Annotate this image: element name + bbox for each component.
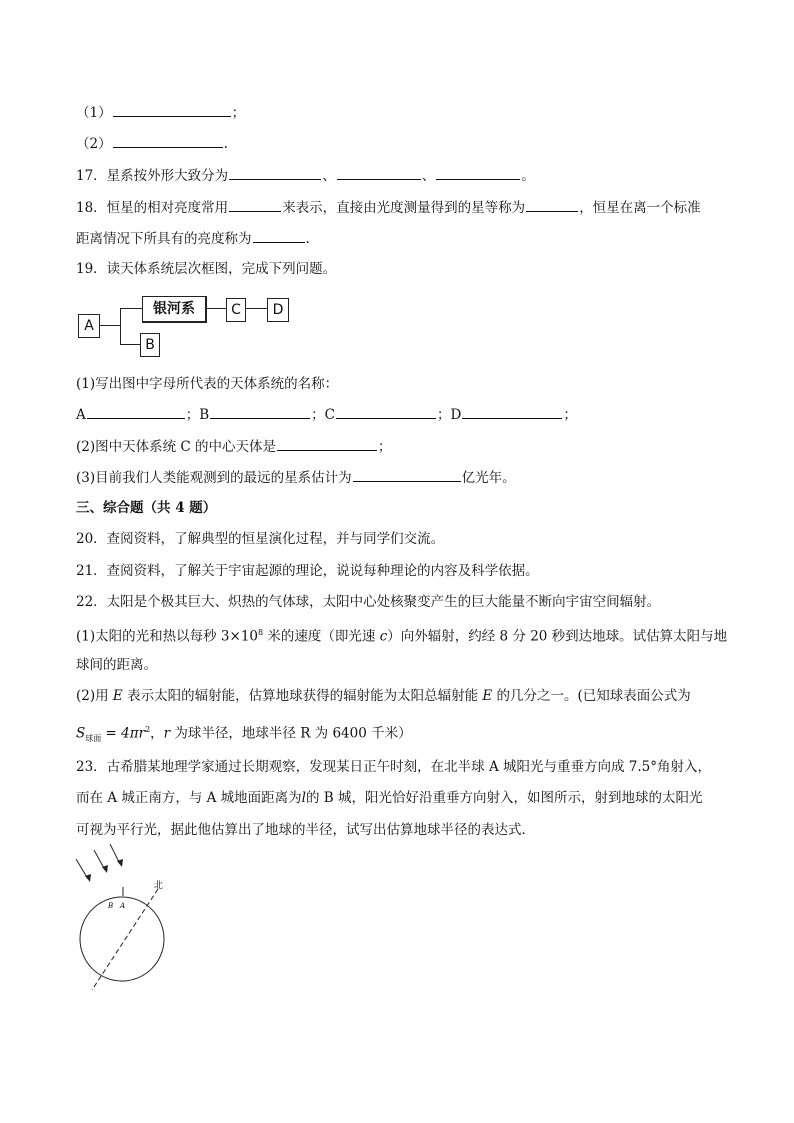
blank[interactable]	[229, 197, 281, 212]
connector	[120, 308, 121, 344]
question-22-1	[76, 623, 727, 647]
punct: ，	[150, 725, 164, 742]
section-title: 三、综合题（共 4 题）	[76, 500, 217, 516]
question-20	[76, 529, 444, 549]
blank[interactable]	[113, 133, 223, 148]
q19-text: 19．读天体系统层次框图，完成下列问题。	[76, 261, 337, 277]
question-19-2	[76, 436, 392, 457]
a-label: A	[120, 902, 126, 910]
blank[interactable]	[337, 165, 421, 180]
q23-text: 的 B 城，阳光恰好沿重垂方向射入，如图所示，射到地球的太阳光	[306, 790, 703, 806]
question-19	[76, 259, 336, 279]
question-23	[76, 757, 711, 777]
b-label: B	[108, 902, 114, 910]
variable-c: c	[379, 628, 388, 645]
question-23-cont	[76, 788, 703, 808]
section-3-heading	[76, 498, 216, 518]
variable-E: E	[482, 688, 493, 704]
blank[interactable]	[229, 165, 321, 180]
label-B: ；B	[185, 407, 210, 423]
question-22	[76, 592, 660, 612]
label-A: A	[76, 407, 86, 423]
line-1-label: （1）	[76, 105, 112, 121]
answer-line-1	[76, 102, 245, 123]
connector	[245, 308, 267, 309]
q19-2-text: (2)图中天体系统 C 的中心天体是	[76, 439, 277, 455]
question-21	[76, 561, 539, 581]
q22-3-text: 为球半径，地球半径 R 为 6400 千米）	[170, 725, 412, 742]
formula-body: = 4πr	[101, 725, 146, 742]
connector	[99, 325, 120, 326]
connector	[120, 308, 142, 309]
variable-E: E	[112, 688, 123, 704]
formula-sub: 球面	[85, 734, 102, 744]
box-C: C	[226, 298, 246, 322]
blank[interactable]	[436, 165, 520, 180]
earth-figure	[70, 842, 190, 992]
exponent: 8	[258, 628, 264, 637]
formula-exp: 2	[145, 725, 151, 734]
box-D: D	[267, 298, 289, 322]
q22-2-text: (2)用	[76, 688, 113, 704]
q22-2-text: 表示太阳的辐射能，估算地球获得的辐射能为太阳总辐射能	[122, 688, 483, 704]
question-17	[76, 165, 535, 186]
punct: ；	[378, 439, 392, 455]
punct: ；	[563, 407, 577, 423]
q19-1-text: (1)写出图中字母所代表的天体系统的名称：	[76, 376, 339, 392]
variable-r: r	[163, 725, 171, 742]
punct: ；	[231, 105, 246, 121]
q23-text: 可视为平行光，据此他估算出了地球的半径，试写出估算地球半径的表达式．	[76, 822, 535, 838]
punct: 、	[322, 168, 336, 184]
blank[interactable]	[353, 467, 461, 482]
q19-3-text: 亿光年。	[461, 470, 516, 486]
line-2-label: （2）	[76, 136, 112, 152]
punct: 。	[521, 168, 535, 184]
question-19-1	[76, 374, 338, 394]
q17-text: 17．星系按外形大致分为	[76, 168, 229, 184]
q21-text: 21．查阅资料，了解关于宇宙起源的理论，说说每种理论的内容及科学依据。	[76, 563, 539, 579]
blank[interactable]	[277, 436, 377, 451]
q20-text: 20．查阅资料，了解典型的恒星演化过程，并与同学们交流。	[76, 531, 445, 547]
blank-C[interactable]	[336, 404, 436, 419]
connector	[206, 308, 226, 309]
q18-text: 18．恒星的相对亮度常用	[76, 200, 229, 216]
blank-B[interactable]	[210, 404, 310, 419]
formula-S: S	[76, 725, 86, 742]
blank-A[interactable]	[87, 404, 185, 419]
punct: 、	[421, 168, 436, 184]
blank[interactable]	[253, 228, 305, 243]
question-22-formula	[76, 720, 412, 749]
q22-1-text: 米的速度（即光速	[263, 628, 380, 645]
punct: .	[305, 231, 310, 247]
q18-text: ，恒星在离一个标准	[579, 200, 701, 216]
label-D: ；D	[437, 407, 462, 423]
blank[interactable]	[526, 197, 578, 212]
q19-3-text: (3)目前我们人类能观测到的最远的星系估计为	[76, 470, 352, 486]
blank[interactable]	[113, 102, 231, 117]
label-C: ；C	[311, 407, 336, 423]
box-A: A	[78, 314, 100, 338]
box-B: B	[140, 333, 160, 357]
q22-text: 22．太阳是个极其巨大、炽热的气体球，太阳中心处核聚变产生的巨大能量不断向宇宙空间辐射。	[76, 594, 661, 610]
variable-l: l	[301, 790, 306, 806]
punct: .	[223, 136, 228, 152]
q23-text: 23．古希腊某地理学家通过长期观察，发现某日正午时刻，在北半球 A 城阳光与重垂方向成 7.5°角射入，	[76, 759, 712, 775]
question-19-3	[76, 467, 516, 488]
q22-1-text: 球间的距离。	[76, 657, 157, 673]
question-19-1-blanks	[76, 404, 577, 425]
question-18	[76, 197, 701, 218]
q23-text: 而在 A 城正南方，与 A 城地面距离为	[76, 790, 302, 806]
question-23-cont2	[76, 820, 535, 840]
connector	[120, 344, 140, 345]
q22-2-text: 的几分之一。(已知球表面公式为	[492, 688, 691, 704]
blank-D[interactable]	[462, 404, 562, 419]
box-galaxy: 银河系	[142, 296, 207, 323]
q18-text: 来表示，直接由光度测量得到的星等称为	[282, 200, 526, 216]
q18-text: 距离情况下所具有的亮度称为	[76, 231, 252, 247]
answer-line-2	[76, 133, 228, 154]
q22-1-text: ）向外辐射，约经 8 分 20 秒到达地球。试估算太阳与地	[387, 628, 728, 645]
question-18-cont	[76, 228, 310, 249]
question-22-2	[76, 686, 691, 706]
question-22-1-cont	[76, 655, 157, 675]
north-label: 北	[154, 881, 164, 891]
q22-1-text: (1)太阳的光和热以每秒 3×10	[76, 628, 258, 645]
